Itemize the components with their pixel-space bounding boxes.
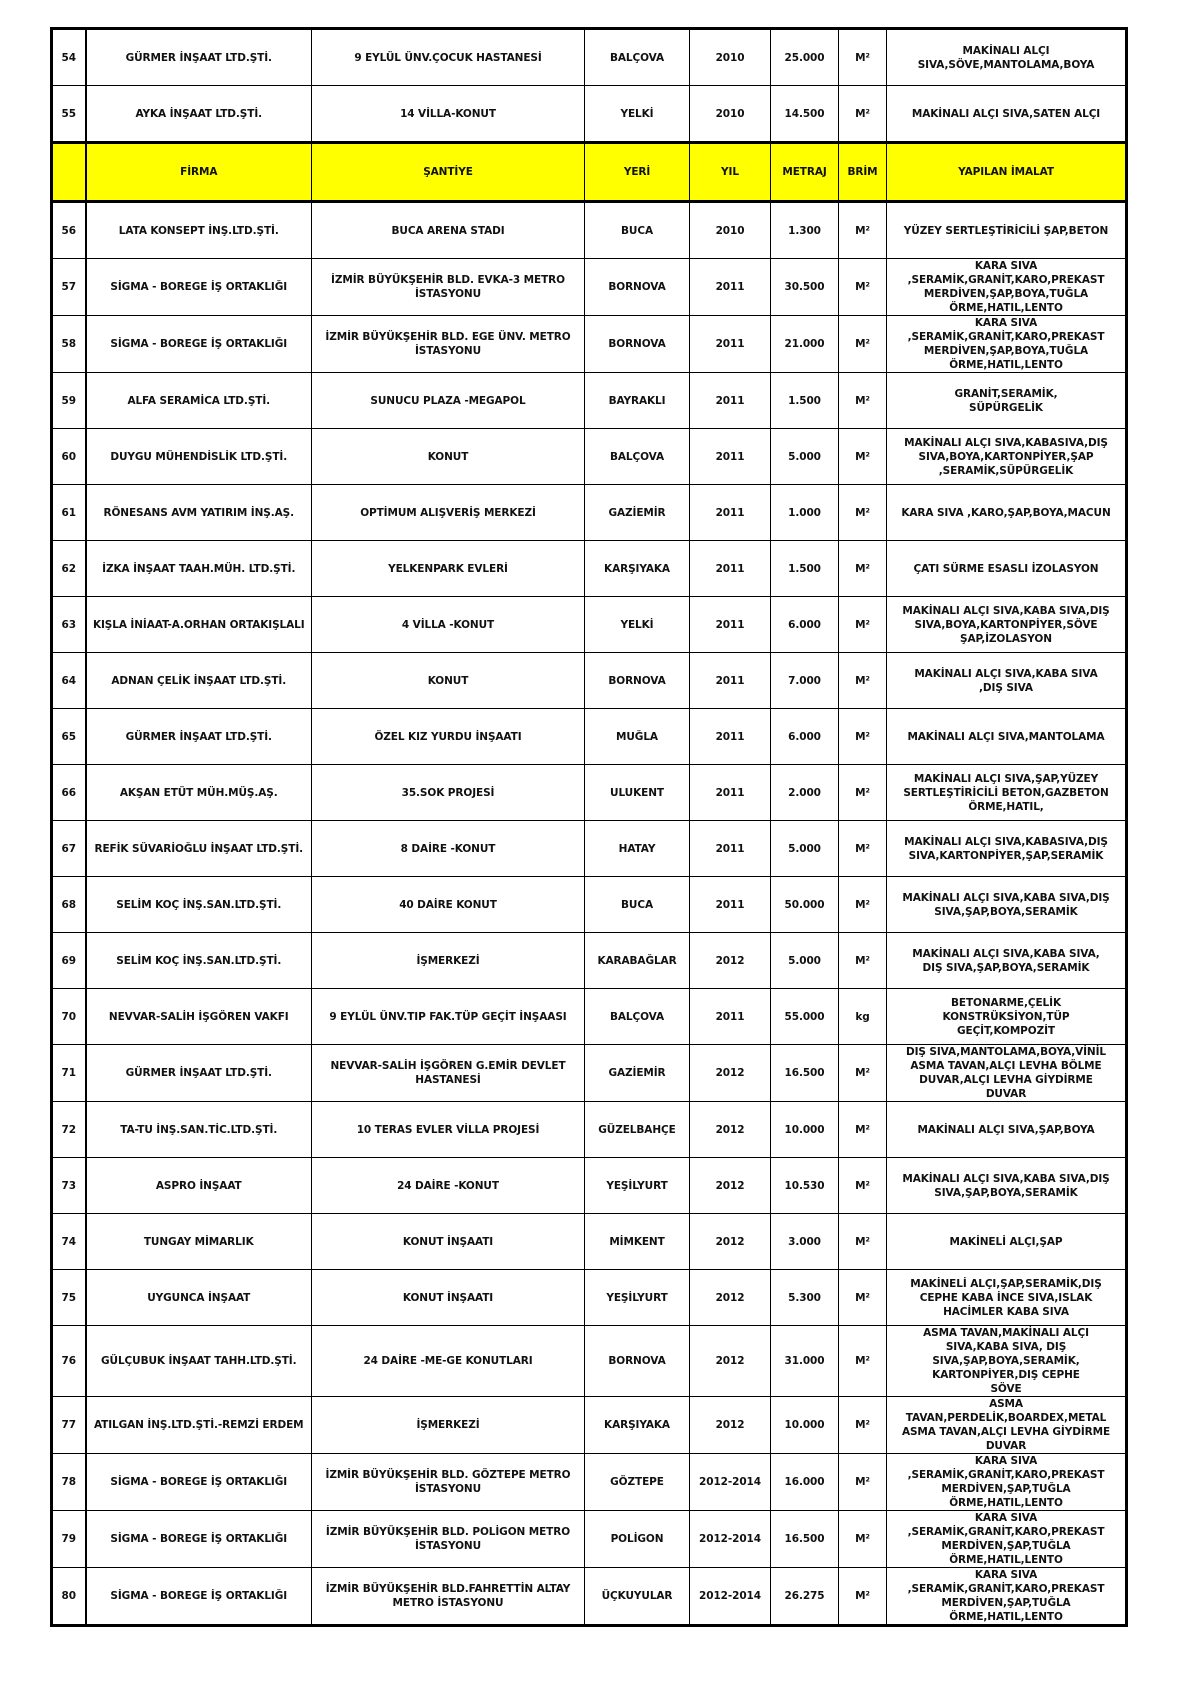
cell-birim: M²: [839, 202, 887, 259]
cell-metraj: 1.500: [771, 541, 839, 597]
cell-no: 79: [52, 1511, 86, 1568]
cell-metraj: 1.500: [771, 373, 839, 429]
cell-yil: 2012-2014: [690, 1511, 771, 1568]
cell-imalat: KARA SIVA ,SERAMİK,GRANİT,KARO,PREKAST MERDİVEN,ŞAP,TUĞLA ÖRME,HATIL,LENTO: [887, 1568, 1127, 1626]
cell-yil: 2012: [690, 933, 771, 989]
cell-birim: M²: [839, 29, 887, 86]
cell-imalat: MAKİNALI ALÇI SIVA,KABASIVA,DIŞ SIVA,BOYA,KARTONPİYER,ŞAP ,SERAMİK,SÜPÜRGELİK: [887, 429, 1127, 485]
cell-no: 57: [52, 259, 86, 316]
cell-yil: 2011: [690, 597, 771, 653]
cell-firma: REFİK SÜVARİOĞLU İNŞAAT LTD.ŞTİ.: [86, 821, 312, 877]
cell-yil: 2010: [690, 29, 771, 86]
cell-yil: 2012-2014: [690, 1454, 771, 1511]
cell-no: 69: [52, 933, 86, 989]
cell-santiye: 14 VİLLA-KONUT: [312, 86, 585, 143]
cell-birim: M²: [839, 541, 887, 597]
table-body-pre-header: [52, 29, 1127, 143]
cell-santiye: 40 DAİRE KONUT: [312, 877, 585, 933]
cell-metraj: 10.000: [771, 1397, 839, 1454]
cell-yeri: BALÇOVA: [585, 989, 690, 1045]
table-row: [52, 373, 1127, 429]
cell-santiye: 24 DAİRE -ME-GE KONUTLARI: [312, 1326, 585, 1397]
cell-metraj: 6.000: [771, 597, 839, 653]
cell-firma: TA-TU İNŞ.SAN.TİC.LTD.ŞTİ.: [86, 1102, 312, 1158]
table-row: [52, 429, 1127, 485]
cell-no: 56: [52, 202, 86, 259]
cell-birim: M²: [839, 933, 887, 989]
table-row: [52, 877, 1127, 933]
cell-yil: 2011: [690, 316, 771, 373]
cell-metraj: 1.000: [771, 485, 839, 541]
cell-yil: 2012: [690, 1045, 771, 1102]
table-row: [52, 1045, 1127, 1102]
cell-birim: M²: [839, 653, 887, 709]
cell-firma: SİGMA - BOREGE İŞ ORTAKLIĞI: [86, 1568, 312, 1626]
cell-yil: 2012: [690, 1326, 771, 1397]
cell-santiye: 9 EYLÜL ÜNV.ÇOCUK HASTANESİ: [312, 29, 585, 86]
cell-birim: M²: [839, 86, 887, 143]
table-row: [52, 653, 1127, 709]
cell-birim: M²: [839, 765, 887, 821]
cell-firma: SELİM KOÇ İNŞ.SAN.LTD.ŞTİ.: [86, 933, 312, 989]
cell-firma: NEVVAR-SALİH İŞGÖREN VAKFI: [86, 989, 312, 1045]
cell-firma: ATILGAN İNŞ.LTD.ŞTİ.-REMZİ ERDEM: [86, 1397, 312, 1454]
cell-yeri: BALÇOVA: [585, 29, 690, 86]
cell-yil: 2011: [690, 709, 771, 765]
cell-yeri: YEŞİLYURT: [585, 1270, 690, 1326]
cell-firma: İZKA İNŞAAT TAAH.MÜH. LTD.ŞTİ.: [86, 541, 312, 597]
header-yil: YIL: [690, 143, 771, 202]
cell-birim: M²: [839, 1326, 887, 1397]
table-row: [52, 1568, 1127, 1626]
table-row: [52, 597, 1127, 653]
table-body: [52, 202, 1127, 1626]
cell-yeri: MİMKENT: [585, 1214, 690, 1270]
cell-firma: RÖNESANS AVM YATIRIM İNŞ.AŞ.: [86, 485, 312, 541]
table-row: [52, 485, 1127, 541]
header-santiye: ŞANTİYE: [312, 143, 585, 202]
cell-firma: GÜRMER İNŞAAT LTD.ŞTİ.: [86, 1045, 312, 1102]
cell-yeri: ÜÇKUYULAR: [585, 1568, 690, 1626]
header-no: [52, 143, 86, 202]
cell-santiye: İŞMERKEZİ: [312, 1397, 585, 1454]
cell-imalat: ASMA TAVAN,PERDELİK,BOARDEX,METAL ASMA TAVAN,ALÇI LEVHA GİYDİRME DUVAR: [887, 1397, 1127, 1454]
cell-yeri: YELKİ: [585, 86, 690, 143]
cell-firma: AKŞAN ETÜT MÜH.MÜŞ.AŞ.: [86, 765, 312, 821]
header-firma: FİRMA: [86, 143, 312, 202]
cell-yil: 2011: [690, 765, 771, 821]
cell-santiye: NEVVAR-SALİH İŞGÖREN G.EMİR DEVLET HASTANESİ: [312, 1045, 585, 1102]
cell-yeri: GAZİEMİR: [585, 485, 690, 541]
cell-firma: SİGMA - BOREGE İŞ ORTAKLIĞI: [86, 259, 312, 316]
cell-yeri: KARŞIYAKA: [585, 541, 690, 597]
cell-imalat: MAKİNALI ALÇI SIVA,KABA SIVA,DIŞ SIVA,BOYA,KARTONPİYER,SÖVE ŞAP,İZOLASYON: [887, 597, 1127, 653]
cell-santiye: KONUT İNŞAATI: [312, 1214, 585, 1270]
cell-imalat: GRANİT,SERAMİK, SÜPÜRGELİK: [887, 373, 1127, 429]
cell-birim: M²: [839, 877, 887, 933]
cell-yil: 2010: [690, 202, 771, 259]
cell-yeri: BAYRAKLI: [585, 373, 690, 429]
cell-firma: GÜLÇUBUK İNŞAAT TAHH.LTD.ŞTİ.: [86, 1326, 312, 1397]
cell-santiye: İZMİR BÜYÜKŞEHİR BLD. POLİGON METRO İSTASYONU: [312, 1511, 585, 1568]
header-metraj: METRAJ: [771, 143, 839, 202]
cell-santiye: 24 DAİRE -KONUT: [312, 1158, 585, 1214]
cell-imalat: DIŞ SIVA,MANTOLAMA,BOYA,VİNİL ASMA TAVAN,ALÇI LEVHA BÖLME DUVAR,ALÇI LEVHA GİYDİRME DUVAR: [887, 1045, 1127, 1102]
cell-yil: 2011: [690, 485, 771, 541]
cell-imalat: KARA SIVA ,SERAMİK,GRANİT,KARO,PREKAST MERDİVEN,ŞAP,TUĞLA ÖRME,HATIL,LENTO: [887, 1511, 1127, 1568]
cell-birim: M²: [839, 709, 887, 765]
cell-yeri: YELKİ: [585, 597, 690, 653]
cell-santiye: 9 EYLÜL ÜNV.TIP FAK.TÜP GEÇİT İNŞAASI: [312, 989, 585, 1045]
cell-no: 58: [52, 316, 86, 373]
cell-metraj: 1.300: [771, 202, 839, 259]
cell-santiye: 10 TERAS EVLER VİLLA PROJESİ: [312, 1102, 585, 1158]
table-row: [52, 1511, 1127, 1568]
cell-no: 66: [52, 765, 86, 821]
cell-santiye: İŞMERKEZİ: [312, 933, 585, 989]
cell-yeri: KARABAĞLAR: [585, 933, 690, 989]
cell-yeri: BORNOVA: [585, 316, 690, 373]
cell-firma: KIŞLA İNİAAT-A.ORHAN ORTAKIŞLALI: [86, 597, 312, 653]
cell-santiye: KONUT İNŞAATI: [312, 1270, 585, 1326]
cell-yil: 2012: [690, 1270, 771, 1326]
cell-metraj: 21.000: [771, 316, 839, 373]
cell-imalat: BETONARME,ÇELİK KONSTRÜKSİYON,TÜP GEÇİT,KOMPOZİT: [887, 989, 1127, 1045]
cell-firma: TUNGAY MİMARLIK: [86, 1214, 312, 1270]
cell-yil: 2012: [690, 1158, 771, 1214]
table-row: [52, 29, 1127, 86]
cell-yil: 2011: [690, 877, 771, 933]
table-row: [52, 989, 1127, 1045]
cell-no: 68: [52, 877, 86, 933]
cell-birim: kg: [839, 989, 887, 1045]
cell-santiye: 8 DAİRE -KONUT: [312, 821, 585, 877]
cell-firma: ALFA SERAMİCA LTD.ŞTİ.: [86, 373, 312, 429]
cell-santiye: SUNUCU PLAZA -MEGAPOL: [312, 373, 585, 429]
table-row: [52, 1214, 1127, 1270]
cell-yeri: BORNOVA: [585, 1326, 690, 1397]
cell-firma: SİGMA - BOREGE İŞ ORTAKLIĞI: [86, 1511, 312, 1568]
cell-yeri: HATAY: [585, 821, 690, 877]
cell-yil: 2010: [690, 86, 771, 143]
table-row: [52, 1397, 1127, 1454]
cell-imalat: KARA SIVA ,KARO,ŞAP,BOYA,MACUN: [887, 485, 1127, 541]
cell-metraj: 10.000: [771, 1102, 839, 1158]
cell-no: 70: [52, 989, 86, 1045]
cell-metraj: 50.000: [771, 877, 839, 933]
table-header: [52, 143, 1127, 202]
cell-imalat: MAKİNELİ ALÇI,ŞAP,SERAMİK,DIŞ CEPHE KABA İNCE SIVA,ISLAK HACİMLER KABA SIVA: [887, 1270, 1127, 1326]
cell-metraj: 2.000: [771, 765, 839, 821]
cell-firma: LATA KONSEPT İNŞ.LTD.ŞTİ.: [86, 202, 312, 259]
cell-yil: 2011: [690, 821, 771, 877]
cell-no: 71: [52, 1045, 86, 1102]
cell-metraj: 31.000: [771, 1326, 839, 1397]
cell-imalat: MAKİNALI ALÇI SIVA,KABASIVA,DIŞ SIVA,KARTONPİYER,ŞAP,SERAMİK: [887, 821, 1127, 877]
cell-santiye: ÖZEL KIZ YURDU İNŞAATI: [312, 709, 585, 765]
cell-birim: M²: [839, 1568, 887, 1626]
cell-yil: 2011: [690, 989, 771, 1045]
cell-santiye: 35.SOK PROJESİ: [312, 765, 585, 821]
cell-santiye: OPTİMUM ALIŞVERİŞ MERKEZİ: [312, 485, 585, 541]
table-row: [52, 1102, 1127, 1158]
cell-metraj: 5.000: [771, 429, 839, 485]
cell-no: 59: [52, 373, 86, 429]
header-imalat: YAPILAN İMALAT: [887, 143, 1127, 202]
cell-yeri: MUĞLA: [585, 709, 690, 765]
cell-birim: M²: [839, 1397, 887, 1454]
cell-imalat: ÇATI SÜRME ESASLI İZOLASYON: [887, 541, 1127, 597]
header-yeri: YERİ: [585, 143, 690, 202]
cell-imalat: KARA SIVA ,SERAMİK,GRANİT,KARO,PREKAST MERDİVEN,ŞAP,BOYA,TUĞLA ÖRME,HATIL,LENTO: [887, 316, 1127, 373]
table-row: [52, 86, 1127, 143]
cell-no: 63: [52, 597, 86, 653]
cell-yeri: BORNOVA: [585, 653, 690, 709]
cell-birim: M²: [839, 1454, 887, 1511]
cell-yeri: GÖZTEPE: [585, 1454, 690, 1511]
cell-firma: AYKA İNŞAAT LTD.ŞTİ.: [86, 86, 312, 143]
header-row: [52, 143, 1127, 202]
cell-birim: M²: [839, 1270, 887, 1326]
cell-metraj: 10.530: [771, 1158, 839, 1214]
cell-no: 76: [52, 1326, 86, 1397]
cell-yeri: BUCA: [585, 877, 690, 933]
cell-no: 67: [52, 821, 86, 877]
cell-no: 72: [52, 1102, 86, 1158]
cell-imalat: MAKİNALI ALÇI SIVA,MANTOLAMA: [887, 709, 1127, 765]
reference-list-page: [50, 27, 1125, 1627]
cell-birim: M²: [839, 1214, 887, 1270]
table-row: [52, 541, 1127, 597]
cell-birim: M²: [839, 1045, 887, 1102]
cell-metraj: 16.000: [771, 1454, 839, 1511]
cell-imalat: MAKİNALI ALÇI SIVA,KABA SIVA,DIŞ SIVA,ŞAP,BOYA,SERAMİK: [887, 1158, 1127, 1214]
cell-firma: ADNAN ÇELİK İNŞAAT LTD.ŞTİ.: [86, 653, 312, 709]
cell-metraj: 16.500: [771, 1045, 839, 1102]
cell-metraj: 5.000: [771, 821, 839, 877]
cell-yil: 2011: [690, 259, 771, 316]
cell-birim: M²: [839, 373, 887, 429]
cell-firma: SELİM KOÇ İNŞ.SAN.LTD.ŞTİ.: [86, 877, 312, 933]
cell-birim: M²: [839, 597, 887, 653]
cell-yil: 2012-2014: [690, 1568, 771, 1626]
cell-birim: M²: [839, 1102, 887, 1158]
cell-firma: UYGUNCA İNŞAAT: [86, 1270, 312, 1326]
cell-no: 80: [52, 1568, 86, 1626]
cell-firma: GÜRMER İNŞAAT LTD.ŞTİ.: [86, 29, 312, 86]
cell-no: 78: [52, 1454, 86, 1511]
cell-metraj: 14.500: [771, 86, 839, 143]
cell-santiye: İZMİR BÜYÜKŞEHİR BLD. GÖZTEPE METRO İSTASYONU: [312, 1454, 585, 1511]
cell-metraj: 6.000: [771, 709, 839, 765]
cell-yil: 2012: [690, 1214, 771, 1270]
cell-yil: 2011: [690, 653, 771, 709]
cell-imalat: KARA SIVA ,SERAMİK,GRANİT,KARO,PREKAST MERDİVEN,ŞAP,TUĞLA ÖRME,HATIL,LENTO: [887, 1454, 1127, 1511]
cell-birim: M²: [839, 316, 887, 373]
cell-no: 73: [52, 1158, 86, 1214]
cell-imalat: YÜZEY SERTLEŞTİRİCİLİ ŞAP,BETON: [887, 202, 1127, 259]
cell-yeri: ULUKENT: [585, 765, 690, 821]
table-row: [52, 202, 1127, 259]
table-row: [52, 709, 1127, 765]
cell-yeri: BALÇOVA: [585, 429, 690, 485]
header-birim: BRİM: [839, 143, 887, 202]
cell-imalat: MAKİNALI ALÇI SIVA,ŞAP,BOYA: [887, 1102, 1127, 1158]
cell-imalat: MAKİNALI ALÇI SIVA,SATEN ALÇI: [887, 86, 1127, 143]
cell-imalat: MAKİNALI ALÇI SIVA,KABA SIVA,DIŞ SIVA,ŞAP,BOYA,SERAMİK: [887, 877, 1127, 933]
cell-metraj: 30.500: [771, 259, 839, 316]
cell-yeri: YEŞİLYURT: [585, 1158, 690, 1214]
cell-firma: SİGMA - BOREGE İŞ ORTAKLIĞI: [86, 316, 312, 373]
cell-no: 60: [52, 429, 86, 485]
cell-birim: M²: [839, 485, 887, 541]
table-row: [52, 316, 1127, 373]
cell-no: 75: [52, 1270, 86, 1326]
cell-yeri: BUCA: [585, 202, 690, 259]
cell-birim: M²: [839, 821, 887, 877]
cell-santiye: İZMİR BÜYÜKŞEHİR BLD. EVKA-3 METRO İSTASYONU: [312, 259, 585, 316]
cell-metraj: 26.275: [771, 1568, 839, 1626]
cell-firma: DUYGU MÜHENDİSLİK LTD.ŞTİ.: [86, 429, 312, 485]
cell-birim: M²: [839, 1511, 887, 1568]
cell-no: 61: [52, 485, 86, 541]
cell-yeri: GÜZELBAHÇE: [585, 1102, 690, 1158]
cell-santiye: İZMİR BÜYÜKŞEHİR BLD.FAHRETTİN ALTAY METRO İSTASYONU: [312, 1568, 585, 1626]
cell-no: 62: [52, 541, 86, 597]
cell-no: 74: [52, 1214, 86, 1270]
cell-santiye: KONUT: [312, 429, 585, 485]
cell-yil: 2011: [690, 429, 771, 485]
cell-imalat: KARA SIVA ,SERAMİK,GRANİT,KARO,PREKAST MERDİVEN,ŞAP,BOYA,TUĞLA ÖRME,HATIL,LENTO: [887, 259, 1127, 316]
table-row: [52, 1326, 1127, 1397]
cell-metraj: 16.500: [771, 1511, 839, 1568]
table-row: [52, 259, 1127, 316]
cell-metraj: 7.000: [771, 653, 839, 709]
cell-imalat: MAKİNELİ ALÇI,ŞAP: [887, 1214, 1127, 1270]
table-row: [52, 1158, 1127, 1214]
cell-yeri: KARŞIYAKA: [585, 1397, 690, 1454]
cell-no: 65: [52, 709, 86, 765]
cell-birim: M²: [839, 1158, 887, 1214]
cell-imalat: MAKİNALI ALÇI SIVA,ŞAP,YÜZEY SERTLEŞTİRİCİLİ BETON,GAZBETON ÖRME,HATIL,: [887, 765, 1127, 821]
cell-firma: ASPRO İNŞAAT: [86, 1158, 312, 1214]
table-row: [52, 765, 1127, 821]
cell-santiye: İZMİR BÜYÜKŞEHİR BLD. EGE ÜNV. METRO İSTASYONU: [312, 316, 585, 373]
cell-yil: 2011: [690, 373, 771, 429]
cell-yeri: GAZİEMİR: [585, 1045, 690, 1102]
table-row: [52, 1270, 1127, 1326]
cell-imalat: ASMA TAVAN,MAKİNALI ALÇI SIVA,KABA SIVA, DIŞ SIVA,ŞAP,BOYA,SERAMİK, KARTONPİYER,DIŞ CEPHE SÖVE: [887, 1326, 1127, 1397]
cell-no: 54: [52, 29, 86, 86]
cell-santiye: KONUT: [312, 653, 585, 709]
cell-metraj: 5.000: [771, 933, 839, 989]
cell-santiye: 4 VİLLA -KONUT: [312, 597, 585, 653]
cell-firma: SİGMA - BOREGE İŞ ORTAKLIĞI: [86, 1454, 312, 1511]
cell-santiye: BUCA ARENA STADI: [312, 202, 585, 259]
cell-firma: GÜRMER İNŞAAT LTD.ŞTİ.: [86, 709, 312, 765]
cell-birim: M²: [839, 259, 887, 316]
cell-imalat: MAKİNALI ALÇI SIVA,KABA SIVA, DIŞ SIVA,ŞAP,BOYA,SERAMİK: [887, 933, 1127, 989]
table-row: [52, 1454, 1127, 1511]
cell-metraj: 5.300: [771, 1270, 839, 1326]
cell-yeri: POLİGON: [585, 1511, 690, 1568]
cell-yil: 2012: [690, 1397, 771, 1454]
cell-no: 64: [52, 653, 86, 709]
cell-imalat: MAKİNALI ALÇI SIVA,SÖVE,MANTOLAMA,BOYA: [887, 29, 1127, 86]
cell-no: 55: [52, 86, 86, 143]
cell-metraj: 55.000: [771, 989, 839, 1045]
cell-yeri: BORNOVA: [585, 259, 690, 316]
cell-metraj: 3.000: [771, 1214, 839, 1270]
cell-yil: 2012: [690, 1102, 771, 1158]
table-row: [52, 821, 1127, 877]
cell-metraj: 25.000: [771, 29, 839, 86]
cell-imalat: MAKİNALI ALÇI SIVA,KABA SIVA ,DIŞ SIVA: [887, 653, 1127, 709]
table-row: [52, 933, 1127, 989]
cell-santiye: YELKENPARK EVLERİ: [312, 541, 585, 597]
cell-yil: 2011: [690, 541, 771, 597]
references-table: [50, 27, 1128, 1627]
cell-no: 77: [52, 1397, 86, 1454]
cell-birim: M²: [839, 429, 887, 485]
